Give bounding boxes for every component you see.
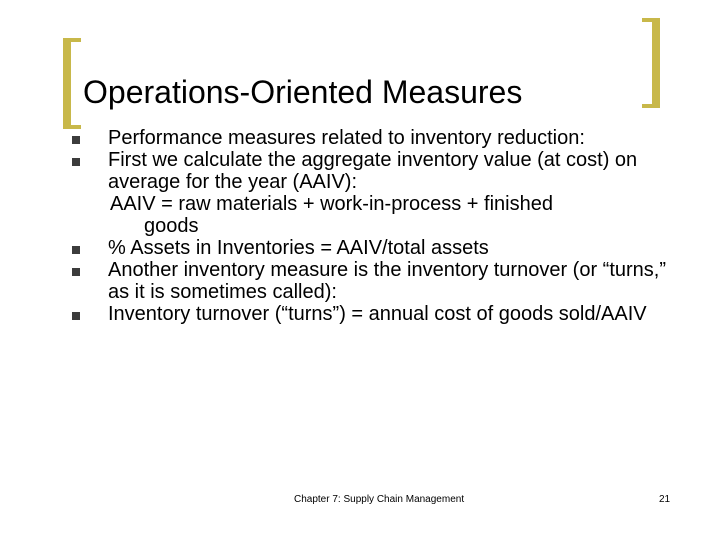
formula-line-continued: goods [144, 215, 199, 237]
square-bullet-icon [72, 246, 80, 254]
bullet-text: Inventory turnover (“turns”) = annual cost of goods sold/AAIV [108, 303, 647, 325]
bullet-item [72, 303, 672, 325]
right-bracket-bottom-decoration [642, 104, 660, 108]
square-bullet-icon [72, 158, 80, 166]
page-number: 21 [659, 494, 671, 505]
slide-body [72, 127, 672, 325]
formula-line: AAIV = raw materials + work-in-process + finished [110, 193, 553, 215]
square-bullet-icon [72, 312, 80, 320]
bullet-item [72, 149, 672, 193]
square-bullet-icon [72, 268, 80, 276]
bullet-text: Performance measures related to inventory reduction: [108, 127, 585, 149]
bullet-text: % Assets in Inventories = AAIV/total assets [108, 237, 489, 259]
square-bullet-icon [72, 136, 80, 144]
bullet-item [72, 237, 672, 259]
bullet-text: Another inventory measure is the inventory turnover (or “turns,” as it is sometimes called): [108, 259, 667, 303]
footer-chapter-text: Chapter 7: Supply Chain Management [294, 494, 465, 505]
left-bracket-top-decoration [63, 38, 81, 42]
right-bracket-top-decoration [642, 18, 660, 22]
right-bracket-decoration [652, 18, 660, 108]
left-bracket-decoration [63, 38, 71, 129]
slide-title: Operations-Oriented Measures [83, 74, 523, 110]
bullet-text: First we calculate the aggregate inventory value (at cost) on average for the year (AAIV): [108, 149, 638, 193]
aaiv-formula [72, 193, 672, 237]
bullet-item [72, 127, 672, 149]
bullet-item [72, 259, 672, 303]
